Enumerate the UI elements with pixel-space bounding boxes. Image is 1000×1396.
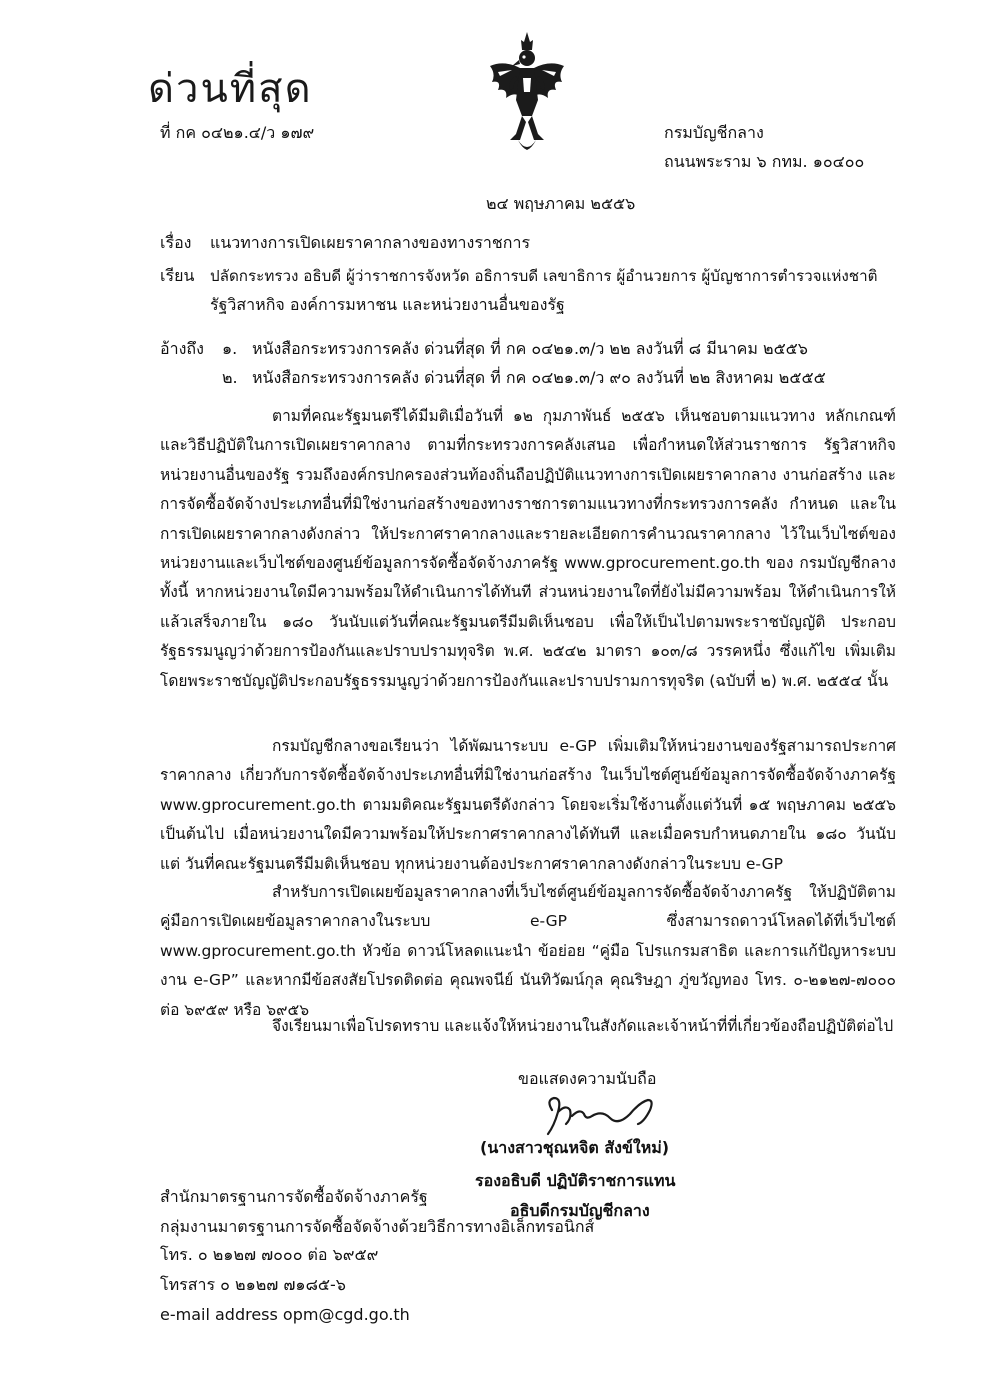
reference-number: ๒. [222, 368, 238, 387]
footer-office: สำนักมาตรฐานการจัดซื้อจัดจ้างภาครัฐ [160, 1187, 428, 1206]
recipient-line-2: รัฐวิสาหกิจ องค์การมหาชน และหน่วยงานอื่นของรัฐ [210, 295, 565, 314]
reference-text: หนังสือกระทรวงการคลัง ด่วนที่สุด ที่ กค ๐๔๒๑.๓/ว ๙๐ ลงวันที่ ๒๒ สิงหาคม ๒๕๕๕ [252, 368, 826, 387]
signer-title-1: รองอธิบดี ปฏิบัติราชการแทน [475, 1171, 676, 1190]
org-name: กรมบัญชีกลาง [664, 123, 764, 142]
body-paragraph-2: กรมบัญชีกลางขอเรียนว่า ได้พัฒนาระบบ e-GP เพิ่มเติมให้หน่วยงานของรัฐสามารถประกาศราคากลาง เกี่ยวกับการจัดซื้อจัดจ้างประเภทอื่นที่มิใช่งานก่อสร้าง ในเว็บไซต์ศูนย์ข้อมูลการจัดซื้อจัดจ้างภาครัฐ www.gprocurement.go.th ตามมติคณะรัฐมนตรีดังกล่าว โดยจะเริ่มใช้งานตั้งแต่วันที่ ๑๕ พฤษภาคม ๒๕๕๖ เป็นต้นไป เมื่อหน่วยงานใดมีความพร้อมให้ประกาศราคากลางได้ทันที และเมื่อครบกำหนดภายใน ๑๘๐ วันนับแต่ วันที่คณะรัฐมนตรีมีมติเห็นชอบ ทุกหน่วยงานต้องประกาศราคากลางดังกล่าวในระบบ e-GP [160, 737, 896, 873]
garuda-emblem-icon [486, 30, 568, 155]
closing-salutation: ขอแสดงความนับถือ [518, 1069, 657, 1088]
recipient-label: เรียน [160, 266, 195, 285]
references-label: อ้างถึง [160, 339, 204, 358]
footer-fax: โทรสาร ๐ ๒๑๒๗ ๗๑๘๕-๖ [160, 1275, 346, 1294]
reference-item [222, 367, 826, 389]
reference-text: หนังสือกระทรวงการคลัง ด่วนที่สุด ที่ กค ๐๔๒๑.๓/ว ๒๒ ลงวันที่ ๘ มีนาคม ๒๕๕๖ [252, 339, 808, 358]
body-paragraph-1: ตามที่คณะรัฐมนตรีได้มีมติเมื่อวันที่ ๑๒ กุมภาพันธ์ ๒๕๕๖ เห็นชอบตามแนวทาง หลักเกณฑ์ และวิธีปฏิบัติในการเปิดเผยราคากลาง ตามที่กระทรวงการคลังเสนอ เพื่อกำหนดให้ส่วนราชการ รัฐวิสาหกิจ หน่วยงานอื่นของรัฐ รวมถึงองค์กรปกครองส่วนท้องถิ่นถือปฏิบัติแนวทางการเปิดเผยราคากลาง งานก่อสร้าง และการจัดซื้อจัดจ้างประเภทอื่นที่มิใช่งานก่อสร้างของทางราชการตามแนวทางที่กระทรวงการคลัง กำหนด และในการเปิดเผยราคากลางดังกล่าว ให้ประกาศราคากลางและรายละเอียดการคำนวณราคากลาง ไว้ในเว็บไซต์ของหน่วยงานและเว็บไซต์ของศูนย์ข้อมูลการจัดซื้อจัดจ้างภาครัฐ www.gprocurement.go.th ของ กรมบัญชีกลาง ทั้งนี้ หากหน่วยงานใดมีความพร้อมให้ดำเนินการได้ทันที ส่วนหน่วยงานใดที่ยังไม่มีความพร้อม ให้ดำเนินการให้แล้วเสร็จภายใน ๑๘๐ วันนับแต่วันที่คณะรัฐมนตรีมีมติเห็นชอบ เพื่อให้เป็นไปตามพระราชบัญญัติ ประกอบรัฐธรรมนูญว่าด้วยการป้องกันและปราบปรามทุจริต พ.ศ. ๒๕๔๒ มาตรา ๑๐๓/๘ วรรคหนึ่ง ซึ่งแก้ไข เพิ่มเติม โดยพระราชบัญญัติประกอบรัฐธรรมนูญว่าด้วยการป้องกันและปราบปรามการทุจริต (ฉบับที่ ๒) พ.ศ. ๒๕๕๔ นั้น [160, 407, 896, 690]
recipient-line-1: ปลัดกระทรวง อธิบดี ผู้ว่าราชการจังหวัด อธิการบดี เลขาธิการ ผู้อำนวยการ ผู้บัญชาการตำรวจแห่งชาติ [210, 267, 878, 285]
reference-number: ๑. [222, 339, 238, 358]
signer-name: (นางสาวชุณหจิต สังข์ใหม่) [480, 1138, 670, 1157]
handwritten-signature-icon [540, 1090, 670, 1140]
document-number: ที่ กค ๐๔๒๑.๔/ว ๑๗๙ [160, 123, 315, 142]
reference-item [222, 338, 808, 360]
footer-email: e-mail address opm@cgd.go.th [160, 1305, 410, 1324]
org-address: ถนนพระราม ๖ กทม. ๑๐๔๐๐ [664, 152, 865, 171]
signer-title-2: อธิบดีกรมบัญชีกลาง [510, 1201, 650, 1220]
subject-label: เรื่อง [160, 233, 192, 252]
footer-group: กลุ่มงานมาตรฐานการจัดซื้อจัดจ้างด้วยวิธีการทางอิเล็กทรอนิกส์ [160, 1217, 595, 1236]
letter-date: ๒๔ พฤษภาคม ๒๕๕๖ [486, 194, 636, 213]
subject-text: แนวทางการเปิดเผยราคากลางของทางราชการ [210, 233, 531, 252]
footer-phone: โทร. ๐ ๒๑๒๗ ๗๐๐๐ ต่อ ๖๙๕๙ [160, 1245, 379, 1264]
urgency-stamp: ด่วนที่สุด [148, 66, 313, 112]
body-paragraph-4: จึงเรียนมาเพื่อโปรดทราบ และแจ้งให้หน่วยงานในสังกัดและเจ้าหน้าที่ที่เกี่ยวข้องถือปฏิบัติต่อไป [272, 1017, 894, 1035]
body-paragraph-3: สำหรับการเปิดเผยข้อมูลราคากลางที่เว็บไซต์ศูนย์ข้อมูลการจัดซื้อจัดจ้างภาครัฐ ให้ปฏิบัติตาม คู่มือการเปิดเผยข้อมูลราคากลางในระบบ e-GP ซึ่งสามารถดาวน์โหลดได้ที่เว็บไซต์ www.gprocurement.go.th หัวข้อ ดาวน์โหลดแนะนำ ข้อย่อย “คู่มือ โปรแกรมสาธิต และการแก้ปัญหาระบบงาน e-GP” และหากมีข้อสงสัยโปรดติดต่อ คุณพจนีย์ นันทิวัฒน์กุล คุณริษฎา ภู่ขวัญทอง โทร. ๐-๒๑๒๗-๗๐๐๐ ต่อ ๖๙๕๙ หรือ ๖๙๕๖ [160, 883, 896, 1019]
